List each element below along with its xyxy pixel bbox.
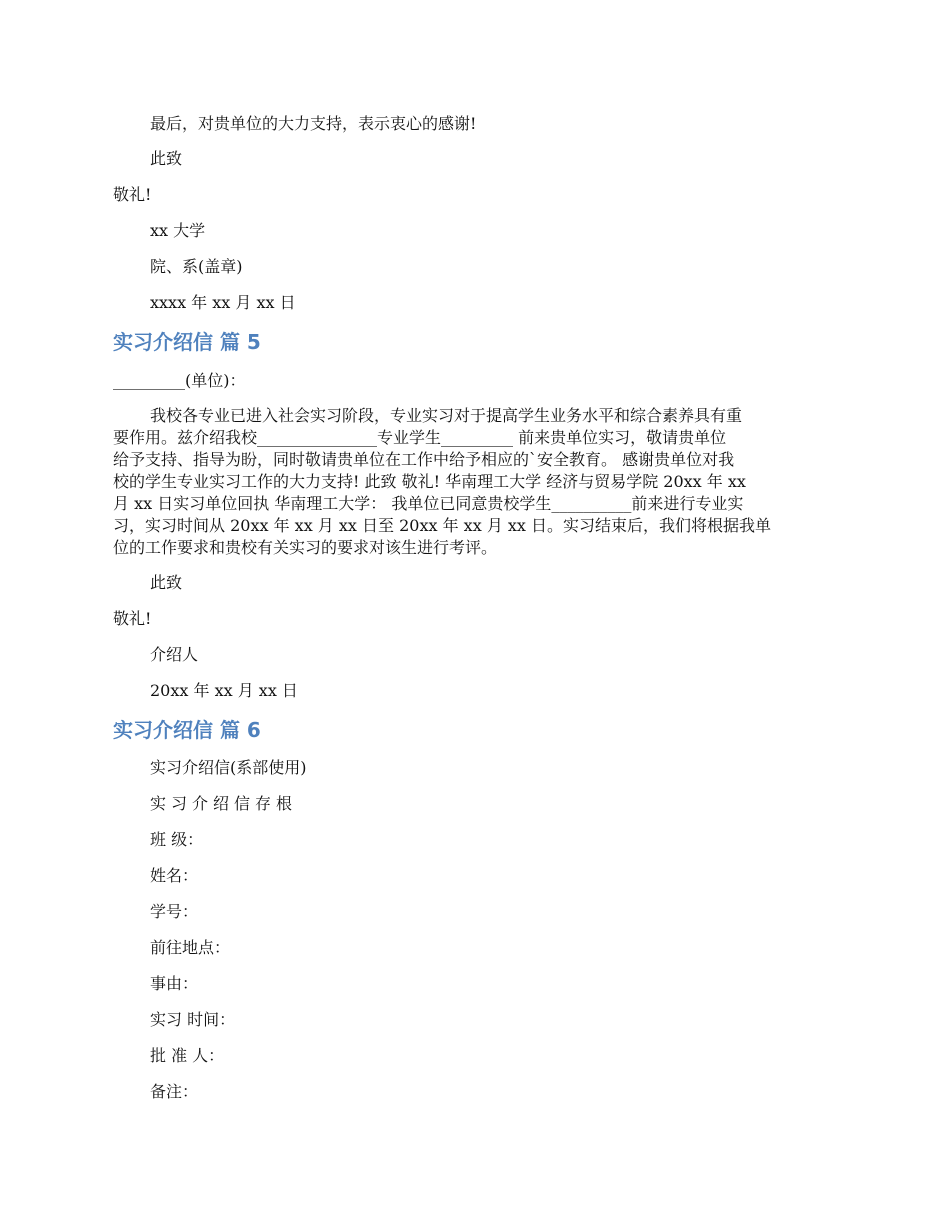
closing-line: 此致 (150, 573, 183, 592)
field-class: 班 级： (150, 830, 204, 849)
thanks-line: 最后，对贵单位的大力支持，表示衷心的感谢! (150, 114, 477, 133)
field-student-id: 学号： (150, 902, 199, 921)
date-line: xxxx 年 xx 月 xx 日 (150, 293, 296, 312)
body-line: 我校各专业已进入社会实习阶段，专业实习对于提高学生业务水平和综合素养具有重 (150, 406, 743, 425)
section-5-body (113, 405, 837, 559)
university-line: xx 大学 (150, 221, 206, 240)
salute-line: 敬礼! (113, 609, 152, 628)
body-line: 给予支持、指导为盼，同时敬请贵单位在工作中给予相应的`安全教育。 感谢贵单位对我 (113, 450, 735, 469)
body-line: 位的工作要求和贵校有关实习的要求对该生进行考评。 (113, 538, 498, 557)
addressee-line: _________(单位)： (113, 371, 246, 390)
body-line: 习，实习时间从 20xx 年 xx 月 xx 日至 20xx 年 xx 月 xx 日。实习结束后，我们将根据我单 (113, 516, 772, 535)
stub-title: 实习介绍信存根 (150, 794, 298, 813)
field-remarks: 备注： (150, 1082, 199, 1101)
body-line: 校的学生专业实习工作的大力支持! 此致 敬礼! 华南理工大学 经济与贸易学院 20xx 年 xx (113, 472, 746, 491)
body-line: 要作用。兹介绍我校_______________专业学生_________ 前来贵单位实习，敬请贵单位 (113, 428, 727, 447)
closing-line: 此致 (150, 149, 183, 168)
field-destination: 前往地点： (150, 938, 231, 957)
body-line: 月 xx 日实习单位回执 华南理工大学： 我单位已同意贵校学生__________前来进行专业实 (113, 494, 744, 513)
field-name: 姓名： (150, 866, 199, 885)
section-5-heading: 实习介绍信 篇 5 (113, 330, 261, 354)
department-line: 院、系(盖章) (150, 257, 243, 276)
field-approver: 批 准 人： (150, 1046, 225, 1065)
salute-line: 敬礼! (113, 185, 152, 204)
date-line: 20xx 年 xx 月 xx 日 (150, 681, 298, 700)
letter-title: 实习介绍信(系部使用) (150, 758, 307, 777)
introducer-line: 介绍人 (150, 645, 199, 664)
section-6-heading: 实习介绍信 篇 6 (113, 718, 261, 742)
field-internship-time: 实习 时间： (150, 1010, 236, 1029)
field-reason: 事由： (150, 974, 199, 993)
